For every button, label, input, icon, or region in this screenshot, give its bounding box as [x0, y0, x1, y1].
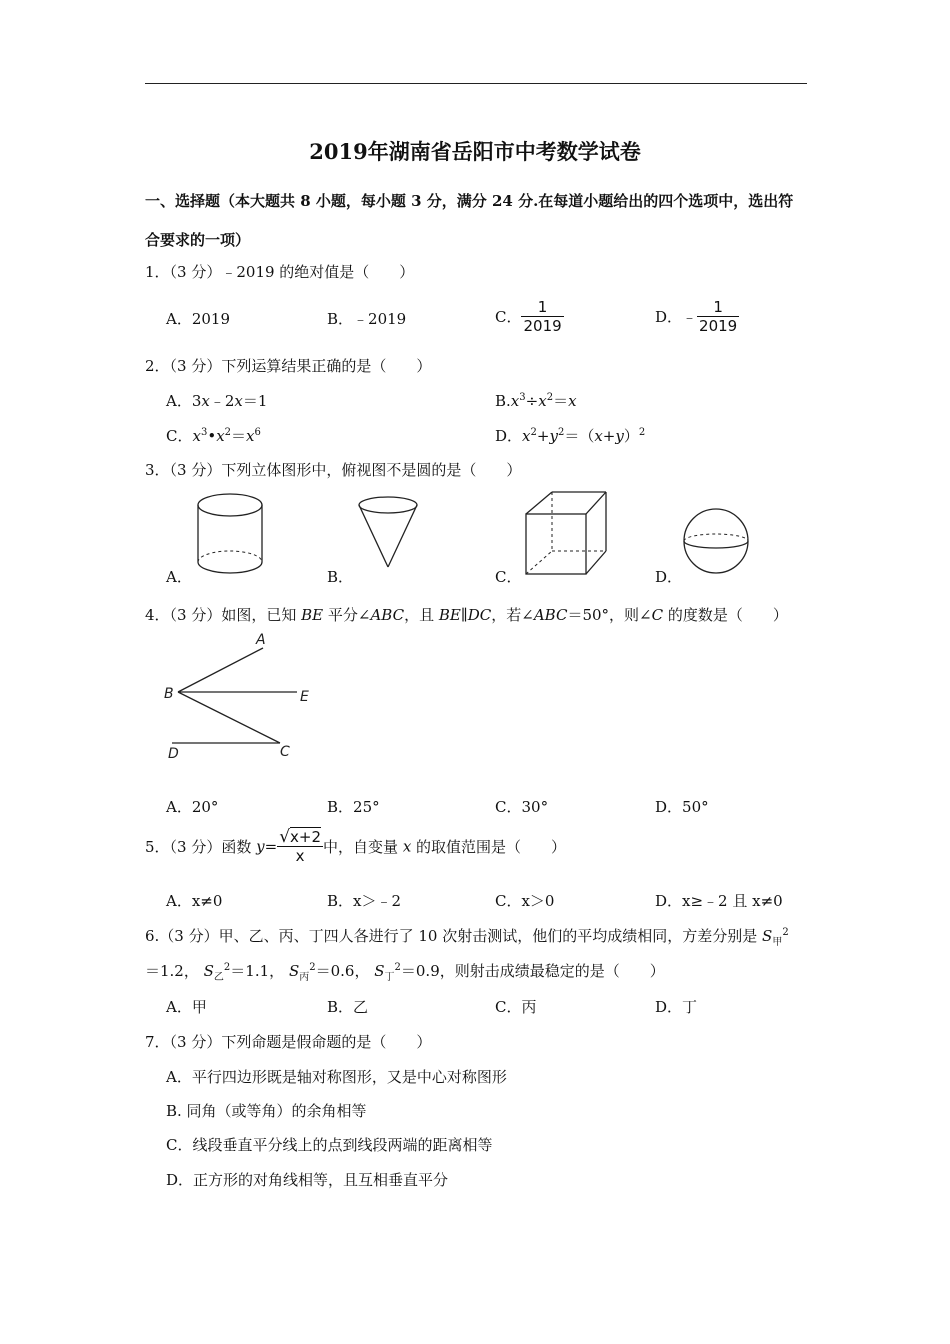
q1-option-a: A．2019	[166, 310, 231, 328]
q2-option-c: C．$x^3•x^2=x^6$	[166, 427, 261, 445]
q4-option-a: A．20°	[166, 798, 219, 816]
point-a-label: A	[256, 632, 266, 648]
q6-option-a: A．甲	[166, 998, 207, 1016]
q2-option-a: A．3x﹣2x＝1	[166, 392, 268, 410]
q3-option-b: B．	[327, 568, 354, 586]
q7-option-c: C．线段垂直平分线上的点到线段两端的距离相等	[166, 1136, 493, 1154]
q7-option-d: D．正方形的对角线相等，且互相垂直平分	[166, 1171, 449, 1189]
q4-option-d: D．50°	[655, 798, 709, 816]
q6-option-b: B．乙	[327, 998, 369, 1016]
q5-option-a: A．x≠0	[166, 892, 223, 910]
q5-option-b: B．x＞﹣2	[327, 892, 402, 910]
angle-figure	[160, 628, 330, 768]
point-b-label: B	[164, 686, 174, 702]
section-heading-line2: 合要求的一项）	[145, 231, 251, 249]
q3-option-a: A．	[166, 568, 192, 586]
top-rule	[145, 83, 807, 84]
cylinder-figure	[190, 490, 270, 580]
q6-option-c: C．丙	[495, 998, 537, 1016]
q5-option-c: C．x＞0	[495, 892, 555, 910]
q6-line1: 6.（3 分）甲、乙、丙、丁四人各进行了 10 次射击测试，他们的平均成绩相同，方差分别是 $S_甲^2$	[145, 927, 789, 948]
q4-option-b: B．25°	[327, 798, 380, 816]
q1-c-fraction: $\frac{1}{2019}$	[523, 298, 562, 335]
q7-stem: 7．（3 分）下列命题是假命题的是（ ）	[145, 1033, 432, 1051]
q1-stem: 1．（3 分）﹣2019 的绝对值是（ ）	[145, 263, 415, 281]
q2-stem: 2．（3 分）下列运算结果正确的是（ ）	[145, 357, 432, 375]
q5-stem: 5．（3 分）函数 y= $\frac{√x+2}{x}$ 中，自变量 x 的取值范围是（ ）	[145, 827, 567, 865]
q1-option-d: D．﹣ $\frac{1}{2019}$	[655, 298, 738, 335]
q1-option-b: B．﹣2019	[327, 310, 407, 328]
cube-figure	[520, 487, 620, 582]
point-e-label: E	[300, 689, 309, 705]
section-heading-line1: 一、选择题（本大题共 8 小题，每小题 3 分，满分 24 分.在每道小题给出的四个选项中，选出符	[145, 192, 794, 210]
q6-option-d: D．丁	[655, 998, 698, 1016]
q5-fraction: $\frac{√x+2}{x}$	[279, 827, 322, 865]
q4-stem: 4．（3 分）如图，已知 BE 平分∠ABC，且 BE∥DC，若∠ABC＝50°，则∠C 的度数是（ ）	[145, 606, 788, 624]
q3-option-c: C．	[495, 568, 522, 586]
sphere-figure	[680, 505, 760, 585]
q1-d-fraction: $\frac{1}{2019}$	[699, 298, 738, 335]
q3-stem: 3．（3 分）下列立体图形中，俯视图不是圆的是（ ）	[145, 461, 522, 479]
q3-option-d: D．	[655, 568, 683, 586]
q5-option-d: D．x≥﹣2 且 x≠0	[655, 892, 783, 910]
q6-line2: ＝1.2， $S_乙^2=1.1$， $S_丙^2=0.6$， $S_丁^2=0.9$，则射击成绩最稳定的是（ ）	[145, 962, 665, 983]
cone-figure	[355, 495, 435, 575]
q7-option-a: A．平行四边形既是轴对称图形，又是中心对称图形	[166, 1068, 507, 1086]
q1-option-c: C． $\frac{1}{2019}$	[495, 298, 562, 335]
q4-option-c: C．30°	[495, 798, 549, 816]
q2-option-b: $B.x^3\div x^2=x$	[495, 392, 577, 410]
q7-option-b: B. 同角（或等角）的余角相等	[166, 1102, 367, 1120]
q2-option-d: D．$x^2+y^2=(x+y)^2$	[495, 427, 646, 445]
point-c-label: C	[280, 744, 290, 760]
point-d-label: D	[168, 746, 179, 762]
page-title: 2019年湖南省岳阳市中考数学试卷	[309, 139, 641, 164]
